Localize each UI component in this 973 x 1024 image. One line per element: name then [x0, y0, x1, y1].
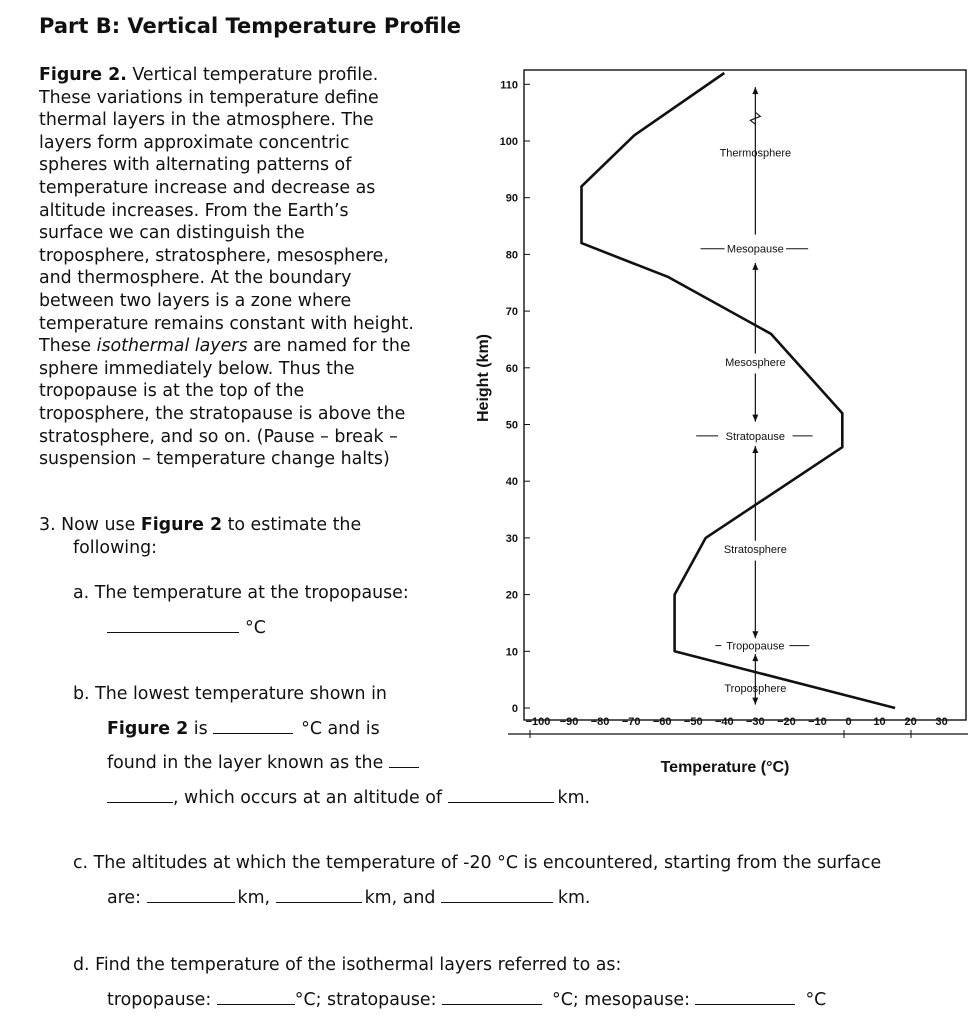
y-tick-label: 30: [505, 532, 518, 545]
y-tick-label: 90: [505, 192, 518, 205]
q3c-line2: are: km, km, and km.: [107, 888, 591, 908]
x-axis-ticks: [526, 716, 948, 728]
q3a-answer-row: °C: [107, 617, 266, 638]
layer-label-thermosphere: Thermosphere: [719, 147, 792, 160]
q3c-altitude-2-blank[interactable]: [276, 887, 362, 903]
arrowhead-up: [752, 263, 758, 270]
q3d-line2: tropopause: °C; stratopause: °C; mesopause: °C: [107, 990, 827, 1010]
x-axis-label: Temperature (°C): [660, 759, 790, 776]
x-tick-label: −40: [714, 716, 734, 728]
y-tick-label: 10: [505, 646, 518, 659]
figure-caption: Figure 2. Vertical temperature profile. These variations in temperature define thermal layers in the atmosphere. The layers form approximate concentric spheres with alternating patterns of temperature increase and decrease as altitude increases. From the Earth’s surface we can distinguish the troposphere, stratosphere, mesosphere, and thermosphere. At the boundary between two layers is a zone where temperature remains constant with height. These isothermal layers are named for the sphere immediately below. Thus the tropopause is at the top of the troposphere, the stratopause is above the stratosphere, and so on. (Pause – break – suspension – temperature change halts): [39, 65, 414, 470]
x-tick-label: −70: [621, 716, 641, 728]
x-tick-label: −90: [559, 716, 579, 728]
y-tick-label: 70: [505, 306, 518, 319]
q3d-stratopause-blank[interactable]: [442, 989, 542, 1005]
x-tick-label: 10: [873, 716, 886, 728]
q3c-line1: c. The altitudes at which the temperature of -20 °C is encountered, starting from the surface: [73, 853, 882, 873]
x-tick-label: 20: [904, 716, 917, 728]
q3b-layer-blank-b[interactable]: [107, 787, 173, 803]
y-tick-label: 60: [505, 362, 518, 375]
arrowhead-up: [752, 654, 758, 661]
y-tick-label: 50: [505, 419, 518, 432]
y-tick-label: 80: [505, 249, 518, 262]
y-tick-label: 40: [505, 476, 518, 489]
layer-label-mesosphere: Mesosphere: [725, 357, 786, 370]
q3d-tropopause-blank[interactable]: [217, 989, 295, 1005]
q3b-line3: found in the layer known as the: [107, 752, 419, 773]
x-tick-label: −20: [777, 716, 796, 728]
x-tick-label: −50: [683, 716, 703, 728]
layer-label-tropopause: Tropopause: [726, 640, 785, 653]
y-tick-label: 20: [505, 589, 518, 602]
figure-label: Figure 2.: [39, 65, 127, 85]
q3c-altitude-3-blank[interactable]: [441, 887, 553, 903]
q3-intro-line2: following:: [73, 538, 158, 558]
q3a-label: a. The temperature at the tropopause:: [73, 583, 409, 603]
layer-arrows: [750, 87, 760, 704]
arrowhead-down: [752, 415, 758, 422]
y-tick-label: 110: [500, 79, 518, 92]
x-tick-label: 0: [845, 716, 852, 728]
y-tick-label: 0: [511, 703, 518, 715]
q3b-lowest-temp-blank[interactable]: [213, 718, 293, 734]
y-tick-label: 100: [499, 136, 518, 148]
x-tick-label: −60: [652, 716, 672, 728]
arrowhead-down: [752, 698, 758, 705]
page-title: Part B: Vertical Temperature Profile: [39, 14, 462, 38]
q3b-line1: b. The lowest temperature shown in: [73, 684, 387, 704]
layer-label-stratosphere: Stratosphere: [723, 544, 787, 557]
x-tick-label: −10: [808, 716, 827, 728]
x-tick-label: −30: [746, 716, 765, 728]
q3b-line4: , which occurs at an altitude of km.: [107, 787, 590, 808]
temperature-profile-line: [582, 73, 896, 708]
layer-label-mesopause: Mesopause: [726, 243, 784, 256]
temperature-profile-chart: [460, 60, 970, 790]
q3a-answer-blank[interactable]: [107, 617, 239, 633]
y-axis-ticks: [500, 79, 530, 715]
q3c-altitude-1-blank[interactable]: [147, 887, 235, 903]
q3-intro: 3. Now use Figure 2 to estimate the: [39, 515, 362, 535]
layer-label-stratopause: Stratopause: [725, 430, 786, 443]
arrowhead-up: [752, 446, 758, 453]
arrowhead-down: [752, 631, 758, 638]
x-tick-label: 30: [935, 716, 948, 728]
q3d-mesopause-blank[interactable]: [695, 989, 795, 1005]
q3d-line1: d. Find the temperature of the isothermal layers referred to as:: [73, 955, 622, 975]
layer-label-troposphere: Troposphere: [724, 683, 787, 696]
arrowhead-up: [752, 87, 758, 94]
y-axis-label: Height (km): [475, 334, 492, 422]
layer-labels: [696, 147, 812, 695]
x-tick-label: −100: [525, 716, 551, 728]
q3b-line2: Figure 2 is °C and is: [107, 719, 380, 739]
plot-frame: [524, 70, 966, 720]
q3b-layer-blank-a[interactable]: [389, 752, 419, 768]
x-tick-label: −80: [590, 716, 610, 728]
